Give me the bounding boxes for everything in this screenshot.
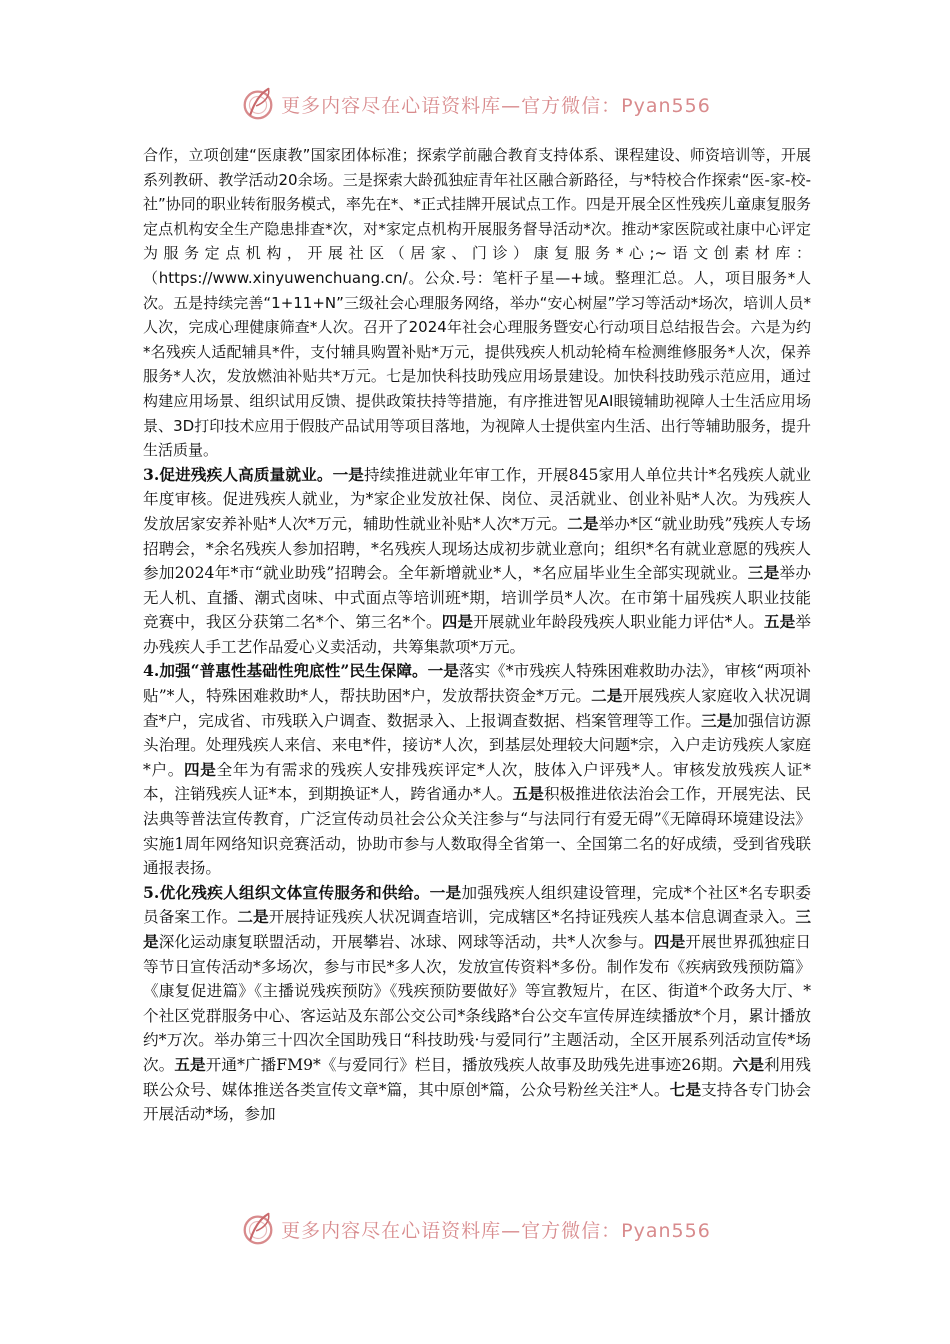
- point-marker: 二是: [237, 907, 269, 927]
- point-text: 开展就业年龄段残疾人职业能力评估*人。: [473, 613, 764, 632]
- feather-seal-logo-icon: [239, 85, 277, 123]
- section-culture-publicity: [143, 881, 811, 1127]
- point-text: 举办无人机、直播、潮式卤味、中式面点等培训班*期，培训学员*人次。在市第十届残疾人职业技能竞赛中，我区分获第二名*个、第三名*个。: [143, 564, 811, 632]
- point-marker: 五是: [174, 1054, 206, 1074]
- point-text: 深化运动康复联盟活动，开展攀岩、冰球、网球等活动，共*人次参与。: [158, 933, 654, 951]
- point-marker: 四是: [184, 759, 217, 779]
- point-text: 全年为有需求的残疾人安排残疾评定*人次，肢体入户评残*人。审核发放残疾人证*本，注销残疾人证*本，到期换证*人，跨省通办*人。: [143, 760, 811, 804]
- section-heading: 4.加强“普惠性基础性兜底性”民生保障。: [143, 661, 428, 681]
- watermark-text: 更多内容尽在心语资料库—官方微信：Pyan556: [281, 1219, 711, 1242]
- point-text: 加强信访源头治理。处理残疾人来信、来电*件，接访*人次，到基层处理较大问题*宗，入户走访残疾人家庭*户。: [143, 711, 811, 779]
- point-text: 开展持证残疾人状况调查培训，完成辖区*名持证残疾人基本信息调查录入。: [268, 908, 796, 927]
- point-marker: 二是: [567, 513, 599, 533]
- point-text: 开展世界孤独症日等节日宣传活动*多场次，参与市民*多人次，发放宣传资料*多份。制作发布《疾病致残预防篇》《康复促进篇》《主播说残疾预防》《残疾预防要做好》等宣教短片，在区、街道*个政务大厅、*个社区党群服务中心、客运站及东部公交公司*条线路*台公交车宣传屏连续播放*个月，累计播放约*万次。举办第三十四次全国助残日“科技助残·与爱同行”主题活动，全区开展系列活动宣传*场次。: [143, 933, 811, 1074]
- point-marker: 一是: [429, 882, 462, 902]
- point-marker: 五是: [763, 612, 796, 632]
- header-watermark-banner: [0, 84, 950, 124]
- feather-seal-logo-icon: [239, 1210, 277, 1248]
- point-text: 举办*区“就业助残”残疾人专场招聘会，*余名残疾人参加招聘，*名残疾人现场达成初步就业意向；组织*名有就业意愿的残疾人参加2024年*市“就业助残”招聘会。全年新增就业*人，*名应届毕业生全部实现就业。: [143, 514, 811, 583]
- point-text: 积极推进依法治会工作，开展宪法、民法典等普法宣传教育，广泛宣传动员社会公众关注参与“与法同行有爱无碍”《无障碍环境建设法》实施1周年网络知识竞赛活动，协助市参与人数取得全省第一、全国第二名的好成绩，受到省残联通报表扬。: [143, 785, 811, 878]
- point-marker: 六是: [732, 1054, 765, 1074]
- point-text: 落实《*市残疾人特殊困难救助办法》，审核“两项补贴”*人，特殊困难救助*人，帮扶助困*户，发放帮扶资金*万元。: [143, 662, 811, 706]
- point-marker: 一是: [332, 464, 365, 484]
- section-employment: [143, 463, 811, 660]
- document-body: [143, 143, 811, 1127]
- point-marker: 四是: [653, 932, 686, 951]
- point-marker: 四是: [441, 612, 474, 632]
- paragraph-continuation: 合作，立项创建“医康教”国家团体标准；探索学前融合教育支持体系、课程建设、师资培训等，开展系列教研、教学活动20余场。三是探索大龄孤独症青年社区融合新路径，与*特校合作探索“医-家-校-社”协同的职业转衔服务模式，率先在*、*正式挂牌开展试点工作。四是开展全区性残疾儿童康复服务定点机构安全生产隐患排查*次，对*家定点机构开展服务督导活动*次。推动*家医院或社康中心评定为服务定点机构，开展社区（居家、门诊）康复服务*心;~语文创素材库：（https://www.xinyuwenchuang.cn/。公众.号：笔杆子星—+域。整理汇总。人，项目服务*人次。五是持续完善“1+11+N”三级社会心理服务网络，举办“安心树屋”学习等活动*场次，培训人员*人次，完成心理健康筛查*人次。召开了2024年社会心理服务暨安心行动项目总结报告会。六是为约*名残疾人适配辅具*件，支付辅具购置补贴*万元，提供残疾人机动轮椅车检测维修服务*人次，保养服务*人次，发放燃油补贴共*万元。七是加快科技助残应用场景建设。加快科技助残示范应用，通过构建应用场景、组织试用反馈、提供政策扶持等措施，有序推进智见AI眼镜辅助视障人士生活应用场景、3D打印技术应用于假肢产品试用等项目落地，为视障人士提供室内生活、出行等辅助服务，提升生活质量。: [143, 146, 811, 460]
- point-marker: 三是: [747, 563, 780, 583]
- point-marker: 七是: [669, 1079, 702, 1099]
- section-heading: 5.优化残疾人组织文体宣传服务和供给。: [143, 882, 430, 902]
- section-heading: 3.促进残疾人高质量就业。: [143, 464, 333, 484]
- point-marker: 三是: [143, 907, 811, 951]
- point-text: 利用残联公众号、媒体推送各类宣传文章*篇，其中原创*篇，公众号粉丝关注*人。: [143, 1055, 811, 1099]
- point-text: 加强残疾人组织建设管理，完成*个社区*名专职委员备案工作。: [143, 883, 811, 927]
- point-text: 开通*广播FM9*《与爱同行》栏目，播放残疾人故事及助残先进事迹26期。: [205, 1055, 733, 1074]
- point-text: 开展残疾人家庭收入状况调查*户，完成省、市残联入户调查、数据录入、上报调查数据、档案管理等工作。: [143, 687, 811, 730]
- point-text: 举办残疾人手工艺作品爱心义卖活动，共筹集款项*万元。: [143, 613, 811, 656]
- point-text: 支持各专门协会开展活动*场，参加: [143, 1080, 811, 1124]
- point-marker: 五是: [512, 784, 544, 804]
- point-marker: 一是: [427, 661, 459, 681]
- point-text: 持续推进就业年审工作，开展845家用人单位共计*名残疾人就业年度审核。促进残疾人就业，为*家企业发放社保、岗位、灵活就业、创业补贴*人次。为残疾人发放居家安养补贴*人次*万元，辅助性就业补贴*人次*万元。: [143, 465, 811, 533]
- point-marker: 二是: [591, 686, 623, 706]
- point-marker: 三是: [701, 710, 733, 730]
- footer-watermark-banner: [0, 1209, 950, 1249]
- section-livelihood: [143, 659, 811, 880]
- watermark-text: 更多内容尽在心语资料库—官方微信：Pyan556: [281, 94, 711, 117]
